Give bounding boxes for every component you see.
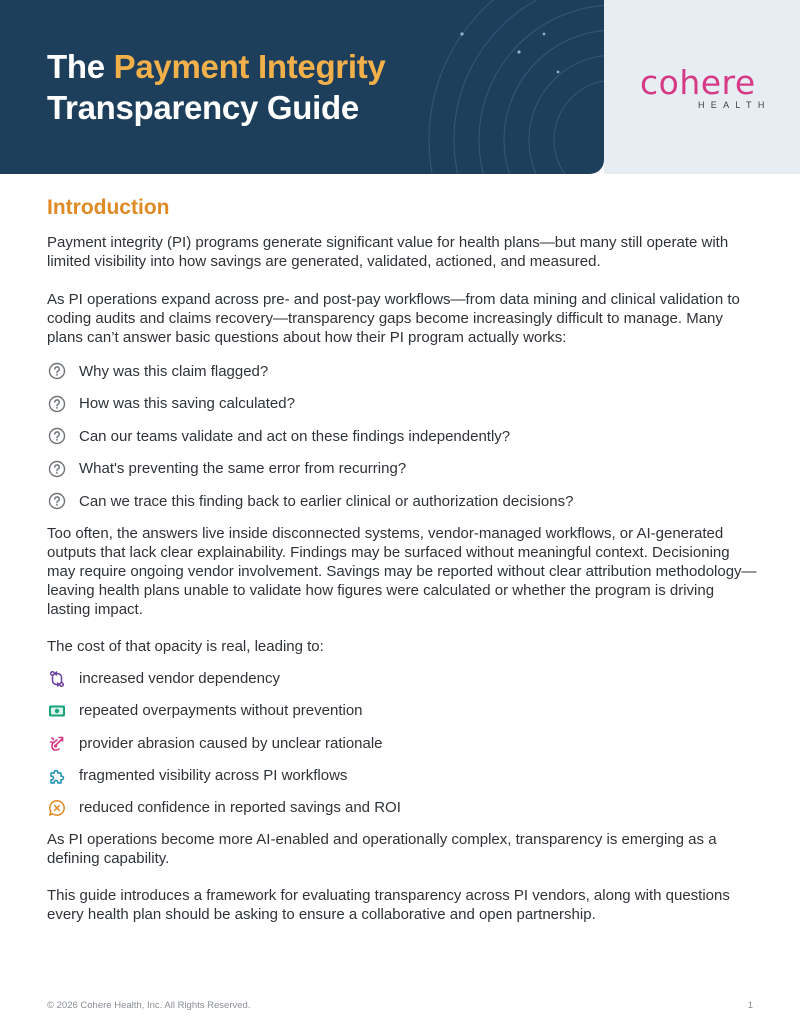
intro-paragraph-4: The cost of that opacity is real, leading to: [47,637,324,655]
cost-text: fragmented visibility across PI workflows [79,767,348,785]
question-text: Can our teams validate and act on these findings independently? [79,427,511,445]
page-header [0,0,800,174]
question-circle-icon [47,361,67,381]
cost-text: repeated overpayments without prevention [79,702,363,720]
cost-item [47,792,757,824]
money-bill-icon [47,701,67,721]
question-circle-icon [47,394,67,414]
copyright-text: © 2026 Cohere Health, Inc. All Rights Reserved. [47,1000,251,1011]
cost-item [47,663,757,695]
cost-list [47,663,757,824]
question-circle-icon [47,426,67,446]
intro-paragraph-2: As PI operations expand across pre- and post-pay workflows—from data mining and clinical validation to coding audits and claims recovery—transparency gaps become increasingly difficult to manage. Many plans can’t answer basic questions about how their PI program actually works: [47,291,740,346]
question-circle-icon [47,491,67,511]
cost-text: provider abrasion caused by unclear rationale [79,734,383,752]
git-compare-icon [47,669,67,689]
puzzle-piece-icon [47,766,67,786]
question-item [47,420,757,453]
question-text: How was this saving calculated? [79,395,295,413]
cost-item [47,695,757,727]
page-title [47,46,385,128]
cost-item [47,759,757,791]
question-circle-icon [47,459,67,479]
title-prefix: The [47,48,105,85]
question-item [47,485,757,518]
title-line-2: Transparency Guide [47,89,359,126]
speech-x-icon [47,798,67,818]
intro-paragraph-1: Payment integrity (PI) programs generate significant value for health plans—but many still operate with limited visibility into how savings are generated, validated, actioned, and measured. [47,234,729,270]
intro-paragraph-5: As PI operations become more AI-enabled and operationally complex, transparency is emerging as a defining capability. [47,830,717,867]
cost-item [47,727,757,759]
spark-burst-icon [47,733,67,753]
title-accent: Payment Integrity [113,48,386,85]
question-item [47,388,757,421]
decorative-rings [384,0,604,174]
page-footer [47,1000,753,1011]
logo-subtitle: HEALTH [698,100,771,110]
intro-paragraph-3: Too often, the answers live inside disconnected systems, vendor-managed workflows, or AI-generated outputs that lack clear explainability. Findings may be surfaced without meaningful context. Decisioning may require ongoing vendor involvement. Savings may be reported without clear attribution methodology—leaving health plans unable to validate how figures were calculated or whether the program is driving lasting impact. [47,524,757,618]
page-number: 1 [747,1000,753,1011]
question-text: What's preventing the same error from recurring? [79,460,407,478]
question-item [47,355,757,388]
question-list [47,355,757,518]
question-text: Why was this claim flagged? [79,362,269,380]
main-content [47,193,757,924]
logo-word: cohere [640,63,756,102]
section-heading: Introduction [47,196,170,219]
question-text: Can we trace this finding back to earlier clinical or authorization decisions? [79,492,574,510]
cost-text: reduced confidence in reported savings and ROI [79,799,401,817]
cohere-health-logo [640,63,771,110]
intro-paragraph-6: This guide introduces a framework for evaluating transparency across PI vendors, along with questions every health plan should be asking to ensure a collaborative and open partnership. [47,886,730,923]
cost-text: increased vendor dependency [79,670,280,688]
question-item [47,453,757,486]
